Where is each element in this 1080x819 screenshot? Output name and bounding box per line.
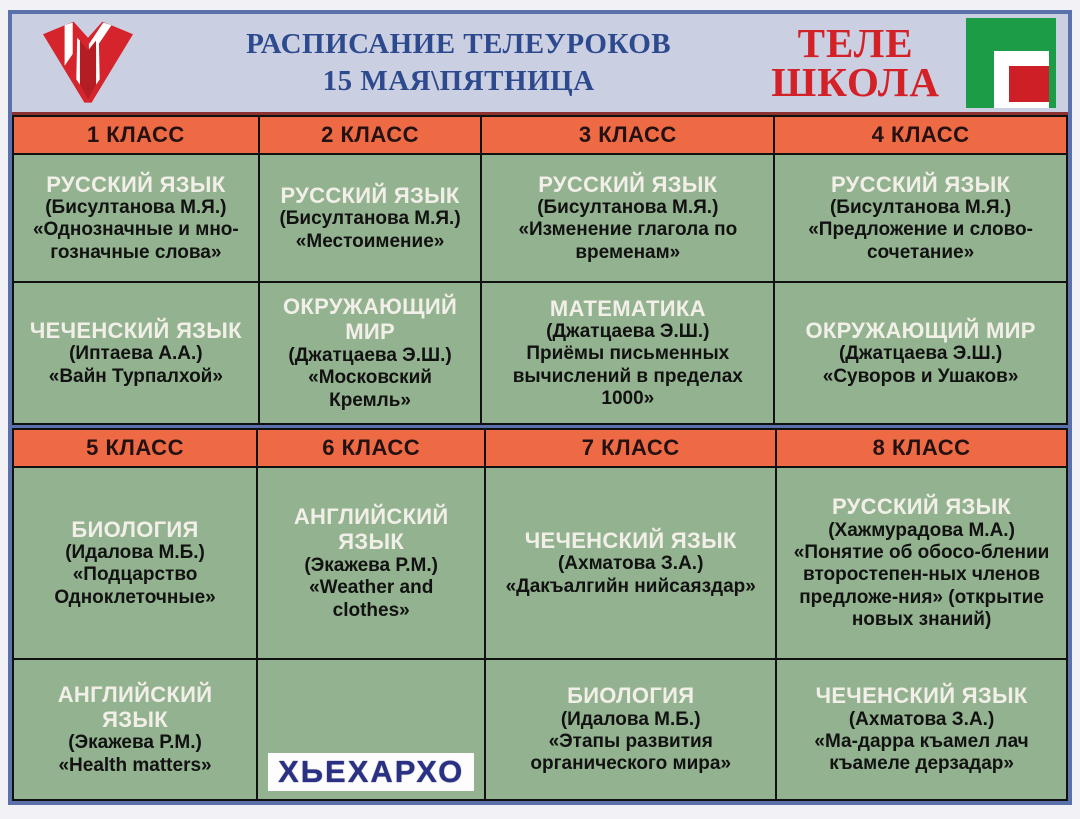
lesson-cell-class2-lesson1 [260, 155, 481, 281]
teacher: (Экажева Р.М.) [68, 732, 202, 754]
class-header-3: 3 КЛАСС [482, 117, 773, 153]
teleschool-wordmark [771, 20, 940, 105]
m-shield-logo-icon [24, 17, 152, 109]
m-shield-logo-svg [28, 18, 148, 108]
lesson-cell-class6-lesson2-empty [258, 660, 484, 799]
subject: БИОЛОГИЯ [567, 683, 695, 709]
class-header-6: 6 КЛАСС [258, 430, 484, 466]
subject: РУССКИЙ ЯЗЫК [831, 171, 1011, 197]
lesson-cell-class3-lesson2 [482, 283, 773, 423]
lesson-cell-class5-lesson2 [14, 660, 256, 799]
lesson-cell-class1-lesson2 [14, 283, 258, 423]
lesson-cell-class4-lesson2 [775, 283, 1066, 423]
teacher: (Экажева Р.М.) [304, 554, 438, 576]
class-header-7: 7 КЛАСС [486, 430, 775, 466]
title-line-2: 15 МАЯ\ПЯТНИЦА [322, 65, 595, 97]
lesson-cell-class8-lesson2 [777, 660, 1066, 799]
subject: МАТЕМАТИКА [549, 295, 706, 321]
class-header-8: 8 КЛАСС [777, 430, 1066, 466]
topic: «Изменение глагола по временам» [518, 219, 738, 263]
subject: ОКРУЖАЮЩИЙ МИР [805, 317, 1036, 343]
class-header-4: 4 КЛАСС [775, 117, 1066, 153]
teacher: (Бисултанова М.Я.) [829, 197, 1012, 219]
class-header-5: 5 КЛАСС [14, 430, 256, 466]
topic: «Предложение и слово-сочетание» [808, 219, 1033, 263]
teacher: (Иптаева А.А.) [69, 343, 203, 365]
subject: РУССКИЙ ЯЗЫК [280, 182, 460, 208]
subject: АНГЛИЙСКИЙ ЯЗЫК [293, 504, 449, 555]
teacher: (Ахматова З.А.) [848, 708, 995, 730]
subject: РУССКИЙ ЯЗЫК [831, 494, 1012, 520]
header-banner [12, 14, 1068, 112]
lesson-cell-class7-lesson1 [486, 468, 775, 658]
subject: РУССКИЙ ЯЗЫК [538, 171, 718, 197]
teacher: (Бисултанова М.Я.) [279, 208, 461, 230]
teacher: (Бисултанова М.Я.) [537, 197, 719, 219]
title-line-1: РАСПИСАНИЕ ТЕЛЕУРОКОВ [246, 27, 672, 60]
subject: ЧЕЧЕНСКИЙ ЯЗЫК [815, 683, 1028, 709]
subject: РУССКИЙ ЯЗЫК [46, 171, 226, 197]
lesson-cell-class2-lesson2 [260, 283, 481, 423]
subject: ЧЕЧЕНСКИЙ ЯЗЫК [29, 317, 242, 343]
subject: ЧЕЧЕНСКИЙ ЯЗЫК [524, 527, 737, 553]
lesson-cell-class4-lesson1 [775, 155, 1066, 281]
subject: ОКРУЖАЮЩИЙ МИР [283, 294, 458, 345]
lesson-cell-class6-lesson1 [258, 468, 484, 658]
brand-line-2: ШКОЛА [771, 59, 940, 105]
teacher: (Джатцаева Э.Ш.) [546, 320, 710, 342]
topic: «Суворов и Ушаков» [822, 365, 1019, 387]
topic: «Weather and clothes» [309, 577, 434, 621]
topic: «Этапы развития органического мира» [530, 730, 732, 775]
teacher: (Идалова М.Б.) [560, 708, 701, 730]
lesson-cell-class3-lesson1 [482, 155, 773, 281]
teacher: (Ахматова З.А.) [557, 553, 704, 575]
teacher: (Идалова М.Б.) [65, 542, 205, 564]
topic: «Однозначные и мно-гозначные слова» [32, 219, 239, 263]
tv-channel-logo-icon [966, 18, 1056, 108]
schedule-poster [8, 10, 1072, 805]
topic: «Местоимение» [295, 230, 445, 252]
topic: «Health matters» [58, 754, 212, 776]
hiekharkho-watermark: ХЬЕХАРХО [268, 753, 474, 791]
subject: АНГЛИЙСКИЙ ЯЗЫК [57, 681, 213, 733]
teacher: (Джатцаева Э.Ш.) [288, 344, 452, 366]
teacher: (Бисултанова М.Я.) [45, 197, 227, 219]
tv-logo-red-square [1009, 66, 1049, 102]
topic: «Московский Кремль» [308, 367, 432, 411]
lesson-cell-class8-lesson1 [777, 468, 1066, 658]
schedule-grid-classes-5-8 [12, 428, 1068, 801]
class-header-2: 2 КЛАСС [260, 117, 481, 153]
lesson-cell-class5-lesson1 [14, 468, 256, 658]
topic: «Дакъалгийн нийсаяздар» [505, 575, 756, 597]
subject: БИОЛОГИЯ [71, 516, 199, 542]
brand-line-1: ТЕЛЕ [797, 20, 914, 67]
teacher: (Джатцаева Э.Ш.) [838, 343, 1003, 365]
lesson-cell-class1-lesson1 [14, 155, 258, 281]
topic: «Понятие об обосо-блении второстепен-ных членов предложе-ния» (открытие новых знаний) [793, 542, 1050, 631]
schedule-grid-classes-1-4 [12, 115, 1068, 425]
teacher: (Хажмурадова М.А.) [828, 519, 1015, 541]
poster-title [152, 26, 765, 100]
topic: «Ма-дарра къамел лач къамеле дерзадар» [814, 730, 1029, 775]
topic: «Вайн Турпалхой» [48, 365, 223, 387]
topic: «Подцарство Одноклеточные» [54, 564, 216, 608]
topic: Приёмы письменных вычислений в пределах 1000» [512, 343, 743, 410]
lesson-cell-class7-lesson2 [486, 660, 775, 799]
class-header-1: 1 КЛАСС [14, 117, 258, 153]
